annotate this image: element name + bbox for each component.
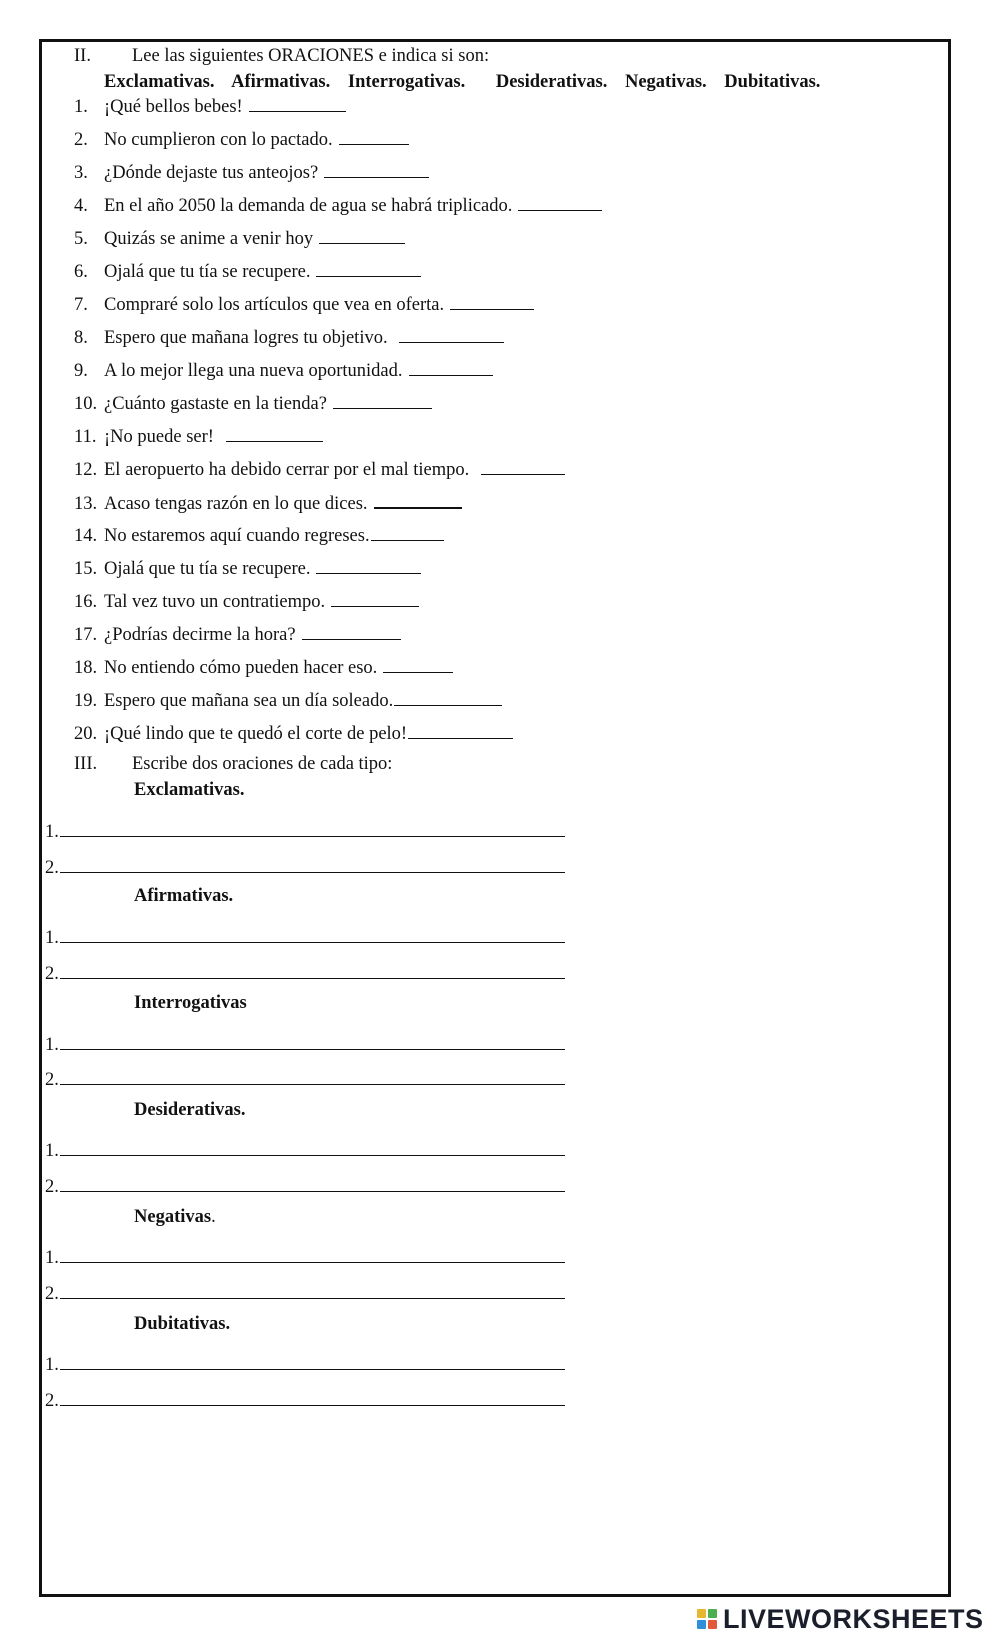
group-title-negativas: Negativas. (134, 1207, 216, 1227)
sentence-item: 4. En el año 2050 la demanda de agua se habrá triplicado. (74, 192, 602, 216)
answer-blank[interactable] (333, 390, 432, 409)
sentence-text: ¡Qué lindo que te quedó el corte de pelo! (104, 724, 408, 744)
writing-line[interactable]: 1. (45, 1135, 565, 1162)
writing-line[interactable]: 1. (45, 1029, 565, 1056)
sentence-item: 1. ¡Qué bellos bebes! (74, 93, 346, 117)
answer-blank[interactable] (399, 324, 504, 343)
writing-line[interactable]: 1. (45, 1242, 565, 1269)
answer-blank[interactable] (518, 192, 602, 211)
writing-line[interactable]: 2. (45, 852, 565, 879)
answer-blank[interactable] (481, 456, 565, 475)
logo-square (697, 1609, 706, 1618)
sentence-text: En el año 2050 la demanda de agua se habrá triplicado. (104, 196, 513, 216)
sentence-text: No entiendo cómo pueden hacer eso. (104, 658, 378, 678)
sentence-text: Ojalá que tu tía se recupere. (104, 262, 311, 282)
sentence-text: Espero que mañana logres tu objetivo. (104, 328, 388, 348)
group-title-dubitativas: Dubitativas. (134, 1314, 231, 1334)
answer-blank[interactable] (409, 357, 493, 376)
writing-line[interactable]: 1. (45, 922, 565, 949)
sentence-text: Ojalá que tu tía se recupere. (104, 559, 311, 579)
sentence-item: 3. ¿Dónde dejaste tus anteojos? (74, 159, 429, 183)
answer-blank[interactable] (324, 159, 429, 178)
group-title-exclamativas: Exclamativas. (134, 780, 245, 800)
sentence-text: A lo mejor llega una nueva oportunidad. (104, 361, 403, 381)
answer-blank[interactable] (394, 687, 502, 706)
sentence-text: El aeropuerto ha debido cerrar por el mal tiempo. (104, 460, 470, 480)
sentence-item: 20. ¡Qué lindo que te quedó el corte de pelo! (74, 720, 513, 744)
group-title-desiderativas: Desiderativas. (134, 1100, 246, 1120)
sentence-item: 15. Ojalá que tu tía se recupere. (74, 555, 421, 579)
sentence-item: 12. El aeropuerto ha debido cerrar por el mal tiempo. (74, 456, 565, 480)
logo-grid-icon (697, 1609, 717, 1629)
answer-blank[interactable] (383, 654, 453, 673)
writing-line[interactable]: 1. (45, 816, 565, 843)
type-interrogativas: Interrogativas. (347, 72, 466, 92)
type-desiderativas: Desiderativas. (495, 72, 608, 92)
sentence-item: 8. Espero que mañana logres tu objetivo. (74, 324, 504, 348)
sentence-item: 14. No estaremos aquí cuando regreses. (74, 522, 444, 546)
section-ii-instruction: Lee las siguientes ORACIONES e indica si son: (132, 46, 490, 66)
sentence-text: ¡No puede ser! (104, 427, 214, 447)
section-ii-roman: II. (74, 46, 91, 66)
type-dubitativas: Dubitativas. (724, 72, 821, 92)
type-afirmativas: Afirmativas. (231, 72, 331, 92)
group-title-interrogativas: Interrogativas (134, 993, 247, 1013)
sentence-text: No estaremos aquí cuando regreses. (104, 526, 370, 546)
type-negativas: Negativas. (624, 72, 707, 92)
answer-blank[interactable] (319, 225, 405, 244)
answer-blank[interactable] (316, 258, 421, 277)
sentence-text: ¿Podrías decirme la hora? (104, 625, 296, 645)
writing-line[interactable]: 2. (45, 1278, 565, 1305)
sentence-item: 17. ¿Podrías decirme la hora? (74, 621, 401, 645)
answer-blank[interactable] (450, 291, 534, 310)
sentence-item: 19. Espero que mañana sea un día soleado. (74, 687, 502, 711)
answer-blank[interactable] (226, 423, 323, 442)
sentence-text: Tal vez tuvo un contratiempo. (104, 592, 326, 612)
sentence-item: 9. A lo mejor llega una nueva oportunidad. (74, 357, 493, 381)
section-ii-header (74, 46, 489, 67)
sentence-text: Compraré solo los artículos que vea en oferta. (104, 295, 445, 315)
answer-blank[interactable] (249, 93, 346, 112)
answer-blank[interactable] (331, 588, 419, 607)
sentence-text: Quizás se anime a venir hoy (104, 229, 314, 249)
section-iii-roman: III. (74, 754, 98, 774)
answer-blank[interactable] (371, 522, 444, 541)
writing-line[interactable]: 2. (45, 1171, 565, 1198)
writing-line[interactable]: 2. (45, 1064, 565, 1091)
sentence-text: Espero que mañana sea un día soleado. (104, 691, 394, 711)
group-title-afirmativas: Afirmativas. (134, 886, 234, 906)
sentence-text: Acaso tengas razón en lo que dices. (104, 494, 368, 514)
sentence-item: 18. No entiendo cómo pueden hacer eso. (74, 654, 453, 678)
answer-blank[interactable] (302, 621, 401, 640)
section-iii-header (74, 754, 392, 775)
sentence-item: 7. Compraré solo los artículos que vea en oferta. (74, 291, 534, 315)
sentence-text: ¿Dónde dejaste tus anteojos? (104, 163, 319, 183)
logo-square (708, 1609, 717, 1618)
logo-square (697, 1620, 706, 1629)
sentence-item: 2. No cumplieron con lo pactado. (74, 126, 409, 150)
type-exclamativas: Exclamativas. (104, 72, 215, 92)
sentence-item: 16. Tal vez tuvo un contratiempo. (74, 588, 419, 612)
sentence-text: No cumplieron con lo pactado. (104, 130, 333, 150)
liveworksheets-logo (697, 1603, 984, 1635)
sentence-item: 11. ¡No puede ser! (74, 423, 323, 447)
sentence-text: ¡Qué bellos bebes! (104, 97, 243, 117)
writing-line[interactable]: 2. (45, 958, 565, 985)
answer-blank[interactable] (408, 720, 513, 739)
section-iii-instruction: Escribe dos oraciones de cada tipo: (132, 754, 393, 774)
sentence-item: 10. ¿Cuánto gastaste en la tienda? (74, 390, 432, 414)
sentence-item: 6. Ojalá que tu tía se recupere. (74, 258, 421, 282)
answer-blank[interactable] (339, 126, 409, 145)
sentence-types-list (104, 72, 833, 93)
answer-blank[interactable] (374, 489, 462, 509)
sentence-item: 13. Acaso tengas razón en lo que dices. (74, 489, 462, 513)
sentence-text: ¿Cuánto gastaste en la tienda? (104, 394, 327, 414)
writing-line[interactable]: 1. (45, 1349, 565, 1376)
sentence-item: 5. Quizás se anime a venir hoy (74, 225, 405, 249)
answer-blank[interactable] (316, 555, 421, 574)
brand-name: LIVEWORKSHEETS (723, 1603, 984, 1634)
logo-square (708, 1620, 717, 1629)
writing-line[interactable]: 2. (45, 1385, 565, 1412)
